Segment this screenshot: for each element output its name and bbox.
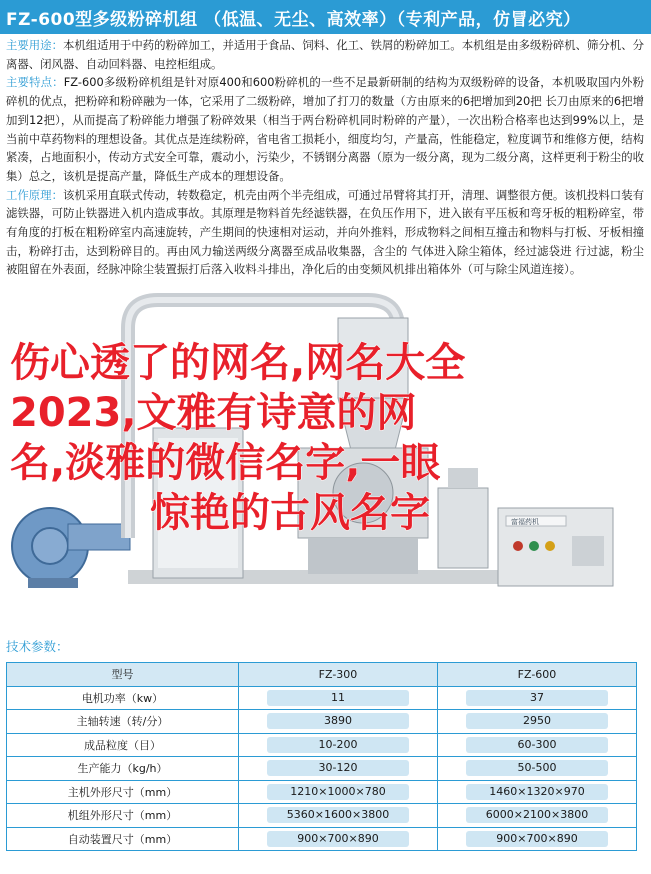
cell-value: 3890 <box>267 713 409 729</box>
overlay-line: 惊艳的古风名字 <box>150 490 430 536</box>
table-cell <box>239 710 438 734</box>
section-usage <box>6 36 644 73</box>
cell-value: 60-300 <box>466 737 608 753</box>
cell-value: 900×700×890 <box>466 831 608 847</box>
table-row <box>7 686 637 710</box>
table-cell <box>239 804 438 828</box>
overlay-line: 2023,文雅有诗意的网 <box>10 390 417 436</box>
overlay-line: 名,淡雅的微信名字,一眼 <box>10 440 441 486</box>
section-label: 主要特点： <box>6 75 64 90</box>
cell-value: 5360×1600×3800 <box>267 807 409 823</box>
section-label: 主要用途： <box>6 38 63 52</box>
column-header: FZ-300 <box>239 663 438 687</box>
cell-value: 30-120 <box>267 760 409 776</box>
row-label: 主机外形尺寸（mm） <box>7 780 239 804</box>
table-row <box>7 827 637 851</box>
section-principle <box>6 186 644 280</box>
table-cell <box>438 710 637 734</box>
table-row <box>7 757 637 781</box>
cell-value: 900×700×890 <box>267 831 409 847</box>
row-label: 电机功率（kw） <box>7 686 239 710</box>
row-label: 自动装置尺寸（mm） <box>7 827 239 851</box>
section-text: FZ-600多级粉碎机组是针对原400和600粉碎机的一些不足最新研制的结构为双级粉碎的设备，本机吸取国内外粉碎机的优点，把粉碎和粉碎融为一体，它采用了二级粉碎，增加了打刀的数量（方由原来的6把增加到20把 长刀由原来的6把增加到12把），从而提高了粉碎能力增强了粉碎效果（相当于两台粉碎机同时粉碎的产量），一次出粉合格率也达到99%以上，是当前中草药物料的理想设备。其优点是连续粉碎，省电省工损耗小，细度均匀，产量高，性能稳定，粒度调节和维修方便，结构紧凑，占地面积小，传动方式安全可靠，震动小，污染少，不锈钢分离器（原为一级分离，现为二级分离，这样更利于粉尘的收集）总之，该机是提高产量，降低生产成本的理想设备。 <box>6 75 644 183</box>
table-cell <box>239 733 438 757</box>
cell-value: 2950 <box>466 713 608 729</box>
panel-label: 富福药机 <box>511 518 539 526</box>
params-title: 技术参数： <box>6 639 69 654</box>
row-label: 主轴转速（转/分） <box>7 710 239 734</box>
description <box>6 36 644 279</box>
page-title: FZ-600型多级粉碎机组 （低温、无尘、高效率）（专利产品，仿冒必究） <box>6 9 581 30</box>
table-cell <box>438 757 637 781</box>
row-label: 成品粒度（目） <box>7 733 239 757</box>
column-header: 型号 <box>7 663 239 687</box>
cell-value: 1460×1320×970 <box>466 784 608 800</box>
cell-value: 11 <box>267 690 409 706</box>
table-cell <box>239 827 438 851</box>
cell-value: 50-500 <box>466 760 608 776</box>
section-text: 本机组适用于中药的粉碎加工，并适用于食品、饲料、化工、铁屑的粉碎加工。本机组是由多级粉碎机、筛分机、分离器、闭风器、自动回料器、电控柜组成。 <box>6 38 644 71</box>
table-row <box>7 710 637 734</box>
cell-value: 1210×1000×780 <box>267 784 409 800</box>
table-cell <box>438 686 637 710</box>
table-body <box>7 686 637 851</box>
row-label: 生产能力（kg/h） <box>7 757 239 781</box>
overlay-headline <box>10 338 640 538</box>
cell-value: 37 <box>466 690 608 706</box>
header-bar <box>0 0 651 34</box>
table-header-row <box>7 663 637 687</box>
section-features <box>6 73 644 185</box>
table-cell <box>239 780 438 804</box>
table-cell <box>438 733 637 757</box>
row-label: 机组外形尺寸（mm） <box>7 804 239 828</box>
table-cell <box>239 757 438 781</box>
overlay-line: 伤心透了的网名,网名大全 <box>10 340 466 386</box>
table-cell <box>438 780 637 804</box>
table-row <box>7 780 637 804</box>
cell-value: 10-200 <box>267 737 409 753</box>
table-cell <box>438 804 637 828</box>
table-cell <box>438 827 637 851</box>
table-row <box>7 804 637 828</box>
section-label: 工作原理： <box>6 187 63 202</box>
column-header: FZ-600 <box>438 663 637 687</box>
section-text: 该机采用直联式传动，转数稳定，机壳由两个半壳组成，可通过吊臂将其打开，清理、调整很方便。该机投料口装有滤铁器，可防止铁器进入机内造成事故。其原理是物料首先经滤铁器，在负压作用下，进入嵌有平压板和弯牙板的粗粉碎室，带有角度的打板在粗粉碎室内高速旋转，产生期间的快速相对运动，并向外推料，形成物料之间相互撞击和物料与打板、牙板相撞击，粉碎打击，达到粉碎目的。再由风力输送两级分离器至成品收集器，含尘的 气体进入除尘箱体，经过滤袋进 行过滤，粉尘被阻留在外表面，经脉冲除尘装置振打后落入收料斗排出，净化后的由变频风机排出箱体外（可与除尘风道连接）。 <box>6 187 644 277</box>
specs-table <box>6 662 637 851</box>
table-cell <box>239 686 438 710</box>
table-row <box>7 733 637 757</box>
cell-value: 6000×2100×3800 <box>466 807 608 823</box>
